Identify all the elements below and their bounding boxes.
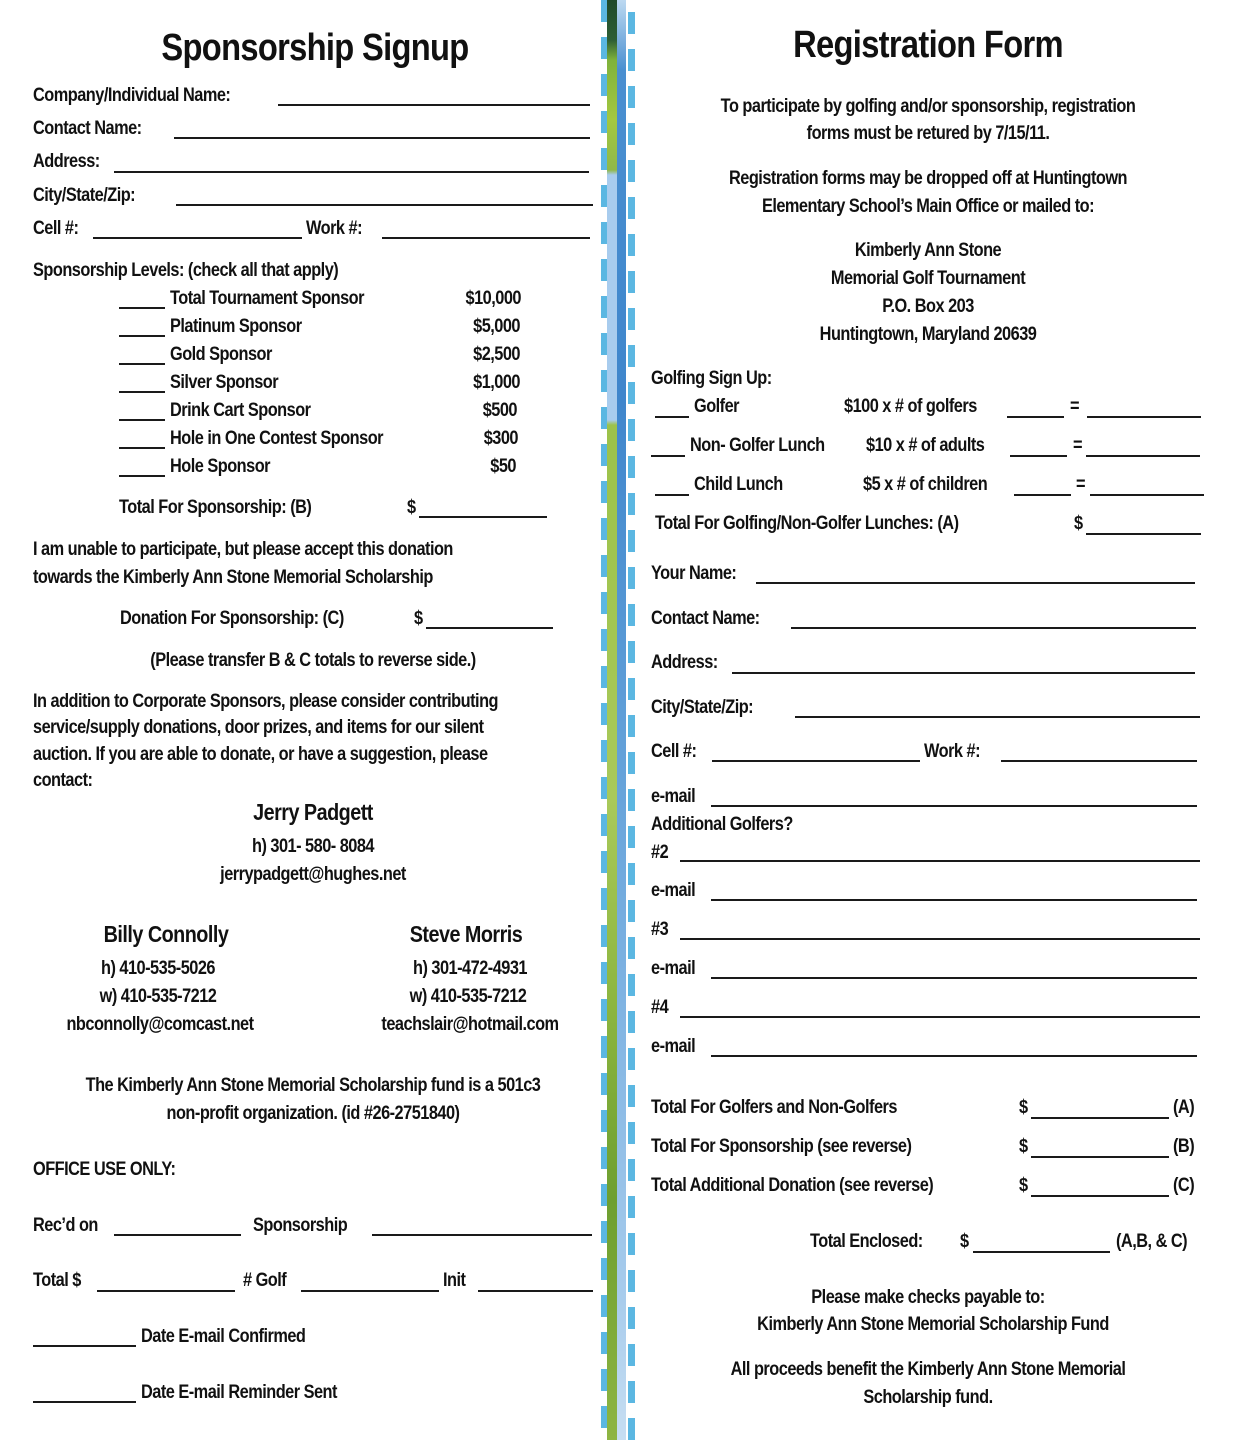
dollar-sign: $ bbox=[1019, 1097, 1028, 1118]
reg-cell-label: Cell #: bbox=[651, 741, 697, 762]
additional-text-line4: contact: bbox=[33, 770, 93, 791]
level-name: Drink Cart Sponsor bbox=[170, 400, 311, 421]
transfer-note: (Please transfer B & C totals to reverse side.) bbox=[150, 650, 476, 671]
level-checkbox-blank[interactable] bbox=[119, 335, 165, 337]
donation-field[interactable] bbox=[426, 627, 553, 629]
email-reminder-label: Date E-mail Reminder Sent bbox=[141, 1382, 337, 1403]
contact-email[interactable]: teachslair@hotmail.com bbox=[381, 1014, 559, 1035]
your-name-label: Your Name: bbox=[651, 563, 737, 584]
level-checkbox-blank[interactable] bbox=[119, 475, 165, 477]
contact-email[interactable]: nbconnolly@comcast.net bbox=[66, 1014, 254, 1035]
dropoff-line1: Registration forms may be dropped off at Huntingtown bbox=[728, 168, 1128, 189]
email-confirmed-label: Date E-mail Confirmed bbox=[141, 1326, 306, 1347]
contact-name: Jerry Padgett bbox=[253, 799, 373, 825]
contact-phone-home: h) 301-472-4931 bbox=[412, 958, 527, 979]
level-amount: $5,000 bbox=[473, 316, 520, 337]
total-field[interactable] bbox=[1031, 1117, 1169, 1119]
your-name-field[interactable] bbox=[756, 582, 1195, 584]
golf-row-rate: $100 x # of golfers bbox=[844, 396, 977, 417]
contact-phone-home: h) 301- 580- 8084 bbox=[251, 836, 375, 857]
golfer-email-label: e-mail bbox=[651, 1036, 696, 1057]
level-checkbox-blank[interactable] bbox=[119, 363, 165, 365]
golfer-number: #4 bbox=[651, 997, 669, 1018]
additional-text-line2: service/supply donations, door prizes, and items for our silent bbox=[33, 717, 484, 738]
contact-phone-home: h) 410-535-5026 bbox=[100, 958, 215, 979]
proceeds-line1: All proceeds benefit the Kimberly Ann Stone Memorial bbox=[730, 1359, 1126, 1380]
golf-count-field[interactable] bbox=[1014, 494, 1071, 496]
office-golf-label: # Golf bbox=[243, 1270, 287, 1291]
equals-sign: = bbox=[1076, 474, 1086, 495]
office-golf-field[interactable] bbox=[301, 1290, 439, 1292]
reg-cell-field[interactable] bbox=[712, 760, 920, 762]
level-name: Hole in One Contest Sponsor bbox=[170, 428, 384, 449]
donation-text-line2: towards the Kimberly Ann Stone Memorial Scholarship bbox=[33, 567, 433, 588]
total-label: Total Additional Donation (see reverse) bbox=[651, 1175, 934, 1196]
sponsorship-title: Sponsorship Signup bbox=[161, 27, 469, 69]
city-label: City/State/Zip: bbox=[33, 185, 136, 206]
dollar-sign: $ bbox=[960, 1231, 969, 1252]
golf-check-blank[interactable] bbox=[651, 455, 685, 457]
registration-title: Registration Form bbox=[793, 24, 1063, 66]
golfing-signup-header: Golfing Sign Up: bbox=[651, 368, 772, 389]
reg-work-field[interactable] bbox=[1001, 760, 1197, 762]
level-checkbox-blank[interactable] bbox=[119, 419, 165, 421]
office-total-label: Total $ bbox=[33, 1270, 81, 1291]
golfer-email-label: e-mail bbox=[651, 958, 696, 979]
company-label: Company/Individual Name: bbox=[33, 85, 231, 106]
donation-text-line1: I am unable to participate, but please accept this donation bbox=[33, 539, 453, 560]
total-suffix: (A) bbox=[1173, 1097, 1195, 1118]
reg-city-field[interactable] bbox=[795, 716, 1200, 718]
address-field[interactable] bbox=[114, 171, 589, 173]
email-reminder-field[interactable] bbox=[33, 1401, 136, 1403]
nonprofit-line2: non-profit organization. (id #26-2751840) bbox=[166, 1103, 460, 1124]
level-amount: $10,000 bbox=[465, 288, 521, 309]
total-field[interactable] bbox=[1031, 1156, 1169, 1158]
golf-subtotal-field[interactable] bbox=[1090, 494, 1204, 496]
level-checkbox-blank[interactable] bbox=[119, 307, 165, 309]
additional-golfers-label: Additional Golfers? bbox=[651, 814, 793, 835]
total-enclosed-field[interactable] bbox=[973, 1251, 1110, 1253]
address-line: Kimberly Ann Stone bbox=[854, 240, 1002, 261]
contact-name: Steve Morris bbox=[409, 921, 523, 947]
intro-line2: forms must be retured by 7/15/11. bbox=[806, 123, 1050, 144]
contact-field[interactable] bbox=[174, 137, 590, 139]
reg-contact-field[interactable] bbox=[791, 627, 1196, 629]
contact-phone-work: w) 410-535-7212 bbox=[99, 986, 217, 1007]
office-sponsorship-field[interactable] bbox=[372, 1234, 592, 1236]
golf-row-label: Child Lunch bbox=[694, 474, 783, 495]
reg-contact-label: Contact Name: bbox=[651, 608, 760, 629]
dollar-sign: $ bbox=[407, 497, 416, 518]
total-label: Total For Golfers and Non-Golfers bbox=[651, 1097, 897, 1118]
golf-total-field[interactable] bbox=[1086, 533, 1201, 535]
golf-check-blank[interactable] bbox=[655, 416, 689, 418]
reg-email-label: e-mail bbox=[651, 786, 696, 807]
dollar-sign: $ bbox=[1074, 513, 1083, 534]
golfer-email-field[interactable] bbox=[711, 1055, 1197, 1057]
dropoff-line2: Elementary School’s Main Office or mailed to: bbox=[761, 196, 1095, 217]
total-enclosed-label: Total Enclosed: bbox=[810, 1231, 923, 1252]
recd-on-field[interactable] bbox=[114, 1234, 241, 1236]
sky-strip bbox=[617, 0, 626, 1440]
work-field[interactable] bbox=[382, 237, 590, 239]
level-name: Silver Sponsor bbox=[170, 372, 279, 393]
golf-count-field[interactable] bbox=[1010, 455, 1067, 457]
golfer-email-label: e-mail bbox=[651, 880, 696, 901]
golfer-number: #2 bbox=[651, 842, 669, 863]
office-sponsorship-label: Sponsorship bbox=[253, 1215, 348, 1236]
sponsorship-total-field[interactable] bbox=[419, 516, 547, 518]
total-suffix: (C) bbox=[1173, 1175, 1195, 1196]
contact-label: Contact Name: bbox=[33, 118, 142, 139]
golf-row-rate: $5 x # of children bbox=[863, 474, 988, 495]
office-init-field[interactable] bbox=[478, 1290, 593, 1292]
golfer-name-field[interactable] bbox=[680, 1016, 1200, 1018]
level-amount: $1,000 bbox=[473, 372, 520, 393]
level-name: Platinum Sponsor bbox=[170, 316, 302, 337]
level-name: Hole Sponsor bbox=[170, 456, 271, 477]
golfer-name-field[interactable] bbox=[680, 938, 1200, 940]
golf-course-strip bbox=[607, 0, 617, 1440]
dollar-sign: $ bbox=[1019, 1136, 1028, 1157]
office-use-header: OFFICE USE ONLY: bbox=[33, 1159, 176, 1180]
reg-city-label: City/State/Zip: bbox=[651, 697, 754, 718]
proceeds-line2: Scholarship fund. bbox=[863, 1387, 993, 1408]
level-checkbox-blank[interactable] bbox=[119, 391, 165, 393]
city-field[interactable] bbox=[176, 204, 593, 206]
donation-label: Donation For Sponsorship: (C) bbox=[120, 608, 344, 629]
golf-total-label: Total For Golfing/Non-Golfer Lunches: (A) bbox=[655, 513, 959, 534]
address-label: Address: bbox=[33, 151, 100, 172]
golfer-name-field[interactable] bbox=[680, 860, 1200, 862]
contact-name: Billy Connolly bbox=[103, 921, 229, 947]
reg-address-field[interactable] bbox=[732, 672, 1195, 674]
equals-sign: = bbox=[1073, 435, 1083, 456]
dollar-sign: $ bbox=[414, 608, 423, 629]
work-label: Work #: bbox=[306, 218, 363, 239]
golf-subtotal-field[interactable] bbox=[1087, 416, 1201, 418]
golfer-email-field[interactable] bbox=[711, 977, 1197, 979]
reg-email-field[interactable] bbox=[711, 805, 1197, 807]
nonprofit-line1: The Kimberly Ann Stone Memorial Scholarship fund is a 501c3 bbox=[85, 1075, 541, 1096]
cut-line-right bbox=[628, 12, 635, 1440]
golf-subtotal-field[interactable] bbox=[1086, 455, 1200, 457]
level-name: Total Tournament Sponsor bbox=[170, 288, 364, 309]
email-confirmed-field[interactable] bbox=[33, 1345, 136, 1347]
levels-header: Sponsorship Levels: (check all that apply) bbox=[33, 260, 339, 281]
level-name: Gold Sponsor bbox=[170, 344, 272, 365]
cell-label: Cell #: bbox=[33, 218, 79, 239]
total-suffix: (B) bbox=[1173, 1136, 1195, 1157]
contact-phone-work: w) 410-535-7212 bbox=[409, 986, 527, 1007]
checks-payable-line2: Kimberly Ann Stone Memorial Scholarship Fund bbox=[757, 1314, 1109, 1335]
additional-text-line1: In addition to Corporate Sponsors, please consider contributing bbox=[33, 691, 499, 712]
reg-address-label: Address: bbox=[651, 652, 718, 673]
additional-text-line3: auction. If you are able to donate, or have a suggestion, please bbox=[33, 744, 488, 765]
company-field[interactable] bbox=[278, 104, 590, 106]
total-enclosed-suffix: (A,B, & C) bbox=[1116, 1231, 1188, 1252]
level-amount: $500 bbox=[482, 400, 517, 421]
cell-field[interactable] bbox=[93, 237, 302, 239]
total-label: Total For Sponsorship (see reverse) bbox=[651, 1136, 912, 1157]
total-field[interactable] bbox=[1031, 1195, 1169, 1197]
golf-check-blank[interactable] bbox=[655, 494, 689, 496]
contact-email[interactable]: jerrypadgett@hughes.net bbox=[220, 864, 406, 885]
golf-row-label: Golfer bbox=[694, 396, 740, 417]
address-line: Huntingtown, Maryland 20639 bbox=[819, 324, 1037, 345]
address-line: P.O. Box 203 bbox=[882, 296, 974, 317]
level-amount: $300 bbox=[483, 428, 518, 449]
checks-payable-line1: Please make checks payable to: bbox=[811, 1287, 1045, 1308]
golf-count-field[interactable] bbox=[1007, 416, 1064, 418]
golfer-number: #3 bbox=[651, 919, 669, 940]
recd-on-label: Rec’d on bbox=[33, 1215, 98, 1236]
dollar-sign: $ bbox=[1019, 1175, 1028, 1196]
golfer-email-field[interactable] bbox=[711, 899, 1197, 901]
golf-row-rate: $10 x # of adults bbox=[866, 435, 985, 456]
equals-sign: = bbox=[1070, 396, 1080, 417]
reg-work-label: Work #: bbox=[924, 741, 981, 762]
level-amount: $2,500 bbox=[473, 344, 520, 365]
golf-row-label: Non- Golfer Lunch bbox=[690, 435, 825, 456]
intro-line1: To participate by golfing and/or sponsorship, registration bbox=[720, 96, 1136, 117]
level-checkbox-blank[interactable] bbox=[119, 447, 165, 449]
office-total-field[interactable] bbox=[97, 1290, 235, 1292]
address-line: Memorial Golf Tournament bbox=[830, 268, 1026, 289]
office-init-label: Init bbox=[443, 1270, 466, 1291]
level-amount: $50 bbox=[490, 456, 516, 477]
sponsorship-total-label: Total For Sponsorship: (B) bbox=[119, 497, 312, 518]
